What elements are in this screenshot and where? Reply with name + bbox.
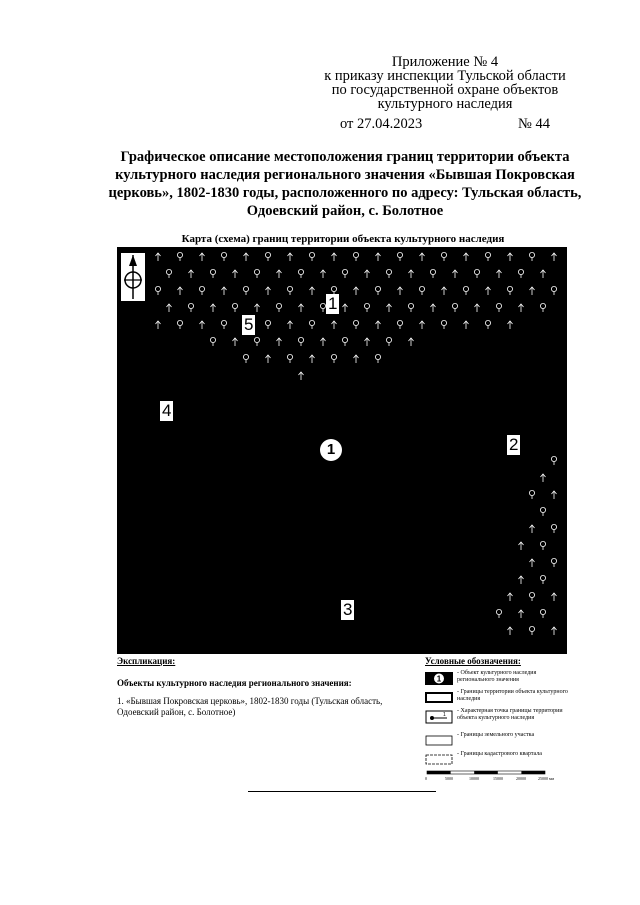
deciduous-tree-icon [331, 286, 336, 291]
map-legend [425, 656, 570, 784]
conifer-tree-icon [354, 355, 359, 363]
deciduous-tree-icon [496, 609, 501, 614]
conifer-tree-icon [211, 304, 216, 312]
deciduous-tree-icon [177, 252, 182, 257]
deciduous-tree-icon [309, 252, 314, 257]
title-line: Графическое описание местоположения границ территории объекта [120, 149, 570, 165]
conifer-tree-icon [310, 355, 315, 363]
deciduous-tree-icon [463, 286, 468, 291]
deciduous-tree-icon [408, 303, 413, 308]
conifer-tree-icon [541, 474, 546, 482]
conifer-tree-icon [266, 355, 271, 363]
deciduous-tree-icon [364, 303, 369, 308]
legend-row [425, 732, 570, 749]
conifer-tree-icon [442, 287, 447, 295]
conifer-tree-icon [464, 253, 469, 261]
svg-text:1: 1 [436, 674, 442, 684]
conifer-tree-icon [519, 542, 524, 550]
map-canvas [117, 247, 567, 654]
deciduous-tree-icon [254, 337, 259, 342]
deciduous-tree-icon [540, 541, 545, 546]
deciduous-tree-icon [430, 269, 435, 274]
legend-text: - Границы кадастрового квартала [457, 751, 542, 757]
deciduous-tree-icon [276, 303, 281, 308]
deciduous-tree-icon [199, 286, 204, 291]
conifer-tree-icon [552, 593, 557, 601]
conifer-tree-icon [519, 304, 524, 312]
boundary-map [117, 247, 567, 654]
conifer-tree-icon [332, 253, 337, 261]
deciduous-tree-icon [155, 286, 160, 291]
conifer-tree-icon [244, 253, 249, 261]
conifer-tree-icon [233, 270, 238, 278]
deciduous-tree-icon [386, 337, 391, 342]
conifer-tree-icon [310, 287, 315, 295]
deciduous-tree-icon [254, 269, 259, 274]
conifer-tree-icon [552, 627, 557, 635]
deciduous-tree-icon [540, 609, 545, 614]
deciduous-tree-icon [353, 252, 358, 257]
order-date: от 27.04.2023 [340, 116, 423, 132]
deciduous-tree-icon [452, 303, 457, 308]
boundary-legend-icon [425, 691, 453, 702]
explication-heading: Экспликация: [117, 656, 176, 666]
order-date-row [340, 116, 580, 133]
point-label-4: 4 [162, 401, 172, 420]
deciduous-tree-icon [551, 456, 556, 461]
deciduous-tree-icon [496, 303, 501, 308]
deciduous-tree-icon [375, 354, 380, 359]
deciduous-tree-icon [320, 303, 325, 308]
legend-row [425, 670, 570, 687]
deciduous-tree-icon [485, 252, 490, 257]
conifer-tree-icon [431, 304, 436, 312]
legend-row [425, 708, 570, 730]
conifer-tree-icon [398, 287, 403, 295]
deciduous-tree-icon [375, 286, 380, 291]
legend-text: - Границы территории объекта культурного наследия [457, 689, 568, 702]
scale-tick: 0 [425, 776, 427, 781]
svg-text:1: 1 [443, 712, 446, 718]
map-caption: Карта (схема) границ территории объекта культурного наследия [181, 233, 505, 245]
conifer-tree-icon [255, 304, 260, 312]
deciduous-tree-icon [540, 507, 545, 512]
title-line: культурного наследия регионального значения «Бывшая Покровская [115, 167, 575, 183]
order-number: № 44 [518, 116, 550, 132]
conifer-tree-icon [464, 321, 469, 329]
deciduous-tree-icon [210, 269, 215, 274]
conifer-tree-icon [508, 321, 513, 329]
conifer-tree-icon [343, 304, 348, 312]
north-arrow-icon [120, 252, 146, 302]
conifer-tree-icon [354, 287, 359, 295]
title-line: Одоевский район, с. Болотное [246, 203, 444, 219]
deciduous-tree-icon [397, 320, 402, 325]
point-label-1: 1 [328, 294, 338, 313]
deciduous-tree-icon [221, 320, 226, 325]
deciduous-tree-icon [386, 269, 391, 274]
deciduous-tree-icon [265, 252, 270, 257]
deciduous-tree-icon [540, 575, 545, 580]
deciduous-tree-icon [298, 269, 303, 274]
deciduous-tree-icon [540, 303, 545, 308]
deciduous-tree-icon [243, 286, 248, 291]
conifer-tree-icon [519, 610, 524, 618]
deciduous-tree-icon [529, 252, 534, 257]
footer-divider [248, 791, 436, 792]
conifer-tree-icon [321, 338, 326, 346]
deciduous-tree-icon [243, 354, 248, 359]
deciduous-tree-icon [529, 592, 534, 597]
explication-subheading: Объекты культурного наследия регионального значения: [117, 678, 352, 688]
legend-row [425, 689, 570, 706]
conifer-tree-icon [552, 491, 557, 499]
deciduous-tree-icon [342, 337, 347, 342]
legend-title: Условные обозначения: [425, 656, 521, 666]
appendix-line: Приложение № 4 [391, 54, 499, 70]
deciduous-tree-icon [265, 320, 270, 325]
cadastral-legend-icon [425, 753, 453, 764]
conifer-tree-icon [530, 287, 535, 295]
deciduous-tree-icon [232, 303, 237, 308]
deciduous-tree-icon [298, 337, 303, 342]
conifer-tree-icon [409, 270, 414, 278]
deciduous-tree-icon [397, 252, 402, 257]
deciduous-tree-icon [287, 354, 292, 359]
deciduous-tree-icon [210, 337, 215, 342]
legend-text: - Характерная точка границы территории объекта культурного наследия [457, 708, 563, 721]
scale-tick: 25000 мм [538, 776, 555, 781]
deciduous-tree-icon [419, 286, 424, 291]
conifer-tree-icon [222, 287, 227, 295]
conifer-tree-icon [200, 253, 205, 261]
conifer-tree-icon [277, 270, 282, 278]
conifer-tree-icon [189, 270, 194, 278]
conifer-tree-icon [288, 253, 293, 261]
conifer-tree-icon [233, 338, 238, 346]
conifer-tree-icon [420, 321, 425, 329]
land-plot-legend-icon [425, 734, 453, 745]
scale-tick: 10000 [469, 776, 479, 781]
explication-item: 1. «Бывшая Покровская церковь», 1802-1830 годы (Тульская область, Одоевский район, с. Болотное) [117, 696, 383, 717]
document-title [80, 148, 610, 220]
conifer-tree-icon [288, 321, 293, 329]
deciduous-tree-icon [551, 524, 556, 529]
conifer-tree-icon [409, 338, 414, 346]
conifer-tree-icon [541, 270, 546, 278]
title-line: церковь», 1802-1830 годы, расположенного по адресу: Тульская область, [108, 185, 582, 201]
deciduous-tree-icon [342, 269, 347, 274]
conifer-tree-icon [365, 338, 370, 346]
conifer-tree-icon [486, 287, 491, 295]
deciduous-tree-icon [441, 320, 446, 325]
conifer-tree-icon [321, 270, 326, 278]
conifer-tree-icon [387, 304, 392, 312]
scale-tick: 20000 [516, 776, 526, 781]
deciduous-tree-icon [166, 269, 171, 274]
deciduous-tree-icon [353, 320, 358, 325]
conifer-tree-icon [508, 627, 513, 635]
legend-row [425, 751, 570, 768]
deciduous-tree-icon [221, 252, 226, 257]
appendix-line: к приказу инспекции Тульской области [324, 68, 566, 84]
conifer-tree-icon [420, 253, 425, 261]
deciduous-tree-icon [485, 320, 490, 325]
conifer-tree-icon [497, 270, 502, 278]
conifer-tree-icon [200, 321, 205, 329]
conifer-tree-icon [178, 287, 183, 295]
conifer-tree-icon [508, 253, 513, 261]
point-label-2: 2 [509, 435, 519, 454]
appendix-block [300, 55, 590, 111]
conifer-tree-icon [299, 372, 304, 380]
conifer-tree-icon [376, 253, 381, 261]
conifer-tree-icon [299, 304, 304, 312]
conifer-tree-icon [552, 253, 557, 261]
deciduous-tree-icon [551, 286, 556, 291]
deciduous-tree-icon [507, 286, 512, 291]
point-label-5: 5 [244, 315, 254, 334]
conifer-tree-icon [376, 321, 381, 329]
deciduous-tree-icon [177, 320, 182, 325]
conifer-tree-icon [332, 321, 337, 329]
appendix-line: культурного наследия [377, 96, 513, 112]
conifer-tree-icon [508, 593, 513, 601]
conifer-tree-icon [167, 304, 172, 312]
scale-tick: 5000 [445, 776, 453, 781]
deciduous-tree-icon [309, 320, 314, 325]
deciduous-tree-icon [287, 286, 292, 291]
conifer-tree-icon [365, 270, 370, 278]
conifer-tree-icon [530, 525, 535, 533]
deciduous-tree-icon [188, 303, 193, 308]
boundary-point-legend-icon [425, 710, 453, 721]
conifer-tree-icon [156, 253, 161, 261]
scale-bar [425, 770, 570, 784]
conifer-tree-icon [277, 338, 282, 346]
conifer-tree-icon [519, 576, 524, 584]
legend-text: - Объект культурного наследия регионального значения [457, 670, 537, 683]
deciduous-tree-icon [518, 269, 523, 274]
tree-symbols [155, 252, 556, 635]
conifer-tree-icon [156, 321, 161, 329]
conifer-tree-icon [453, 270, 458, 278]
deciduous-tree-icon [474, 269, 479, 274]
point-label-3: 3 [343, 600, 353, 619]
deciduous-tree-icon [529, 626, 534, 631]
appendix-line: по государственной охране объектов [331, 82, 559, 98]
conifer-tree-icon [475, 304, 480, 312]
conifer-tree-icon [530, 559, 535, 567]
conifer-tree-icon [266, 287, 271, 295]
heritage-object-marker: 1 [320, 439, 342, 461]
deciduous-tree-icon [551, 558, 556, 563]
legend-text: - Границы земельного участка [457, 732, 535, 738]
scale-tick: 15000 [493, 776, 503, 781]
heritage-object-legend-icon [425, 672, 453, 683]
deciduous-tree-icon [331, 354, 336, 359]
deciduous-tree-icon [441, 252, 446, 257]
deciduous-tree-icon [529, 490, 534, 495]
